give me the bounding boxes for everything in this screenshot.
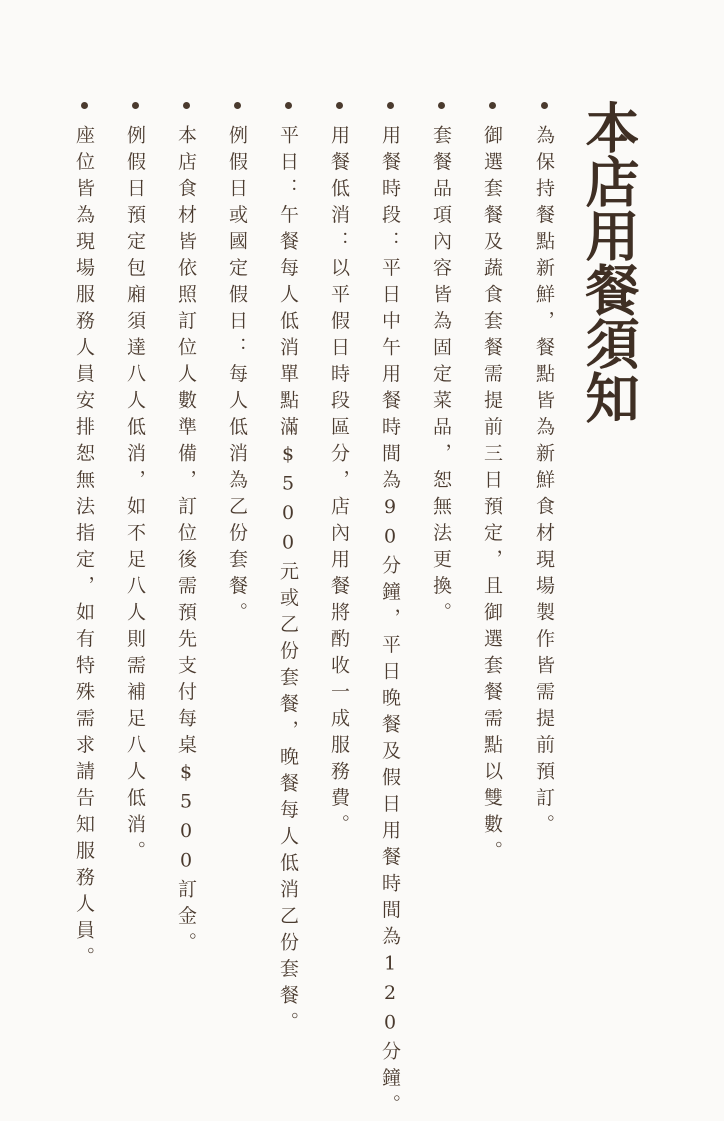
rule-text: 平日：午餐每人低消單點滿$500元或乙份套餐，晚餐每人低消乙份套餐。 [277,125,299,1038]
bullet-icon [234,102,241,109]
bullet-icon [489,102,496,109]
rule-item [478,102,506,867]
bullet-icon [541,102,548,109]
rule-text: 本店食材皆依照訂位人數準備，訂位後需預先支付每桌$500訂金。 [175,125,197,959]
bullet-icon [81,102,88,109]
rule-text: 為保持餐點新鮮，餐點皆為新鮮食材現場製作皆需提前預訂。 [533,125,555,841]
bullet-icon [438,102,445,109]
rule-text: 用餐低消：以平假日時段區分，店內用餐將酌收一成服務費。 [328,125,350,841]
rule-item [223,102,251,629]
rule-text: 座位皆為現場服務人員安排恕無法指定，如有特殊需求請告知服務人員。 [73,125,95,973]
rule-item [121,102,149,867]
bullet-icon [336,102,343,109]
bullet-icon [285,102,292,109]
bullet-icon [132,102,139,109]
rule-item [70,102,98,973]
rule-item [172,102,200,959]
rule-text: 例假日或國定假日：每人低消為乙份套餐。 [226,125,248,629]
bullet-icon [183,102,190,109]
rule-text: 御選套餐及蔬食套餐需提前三日預定，且御選套餐需點以雙數。 [481,125,503,867]
rule-item [376,102,404,1121]
rule-item [325,102,353,841]
rule-text: 例假日預定包廂須達八人低消，如不足八人則需補足八人低消。 [124,125,146,867]
rule-item [427,102,455,629]
rule-item [530,102,558,841]
rule-item [274,102,302,1038]
page-title: 本店用餐須知 [577,100,641,424]
bullet-icon [387,102,394,109]
rule-text: 套餐品項內容皆為固定菜品，恕無法更換。 [430,125,452,629]
rule-text: 用餐時段：平日中午用餐時間為90分鐘，平日晚餐及假日用餐時間為120分鐘。 [379,125,401,1121]
